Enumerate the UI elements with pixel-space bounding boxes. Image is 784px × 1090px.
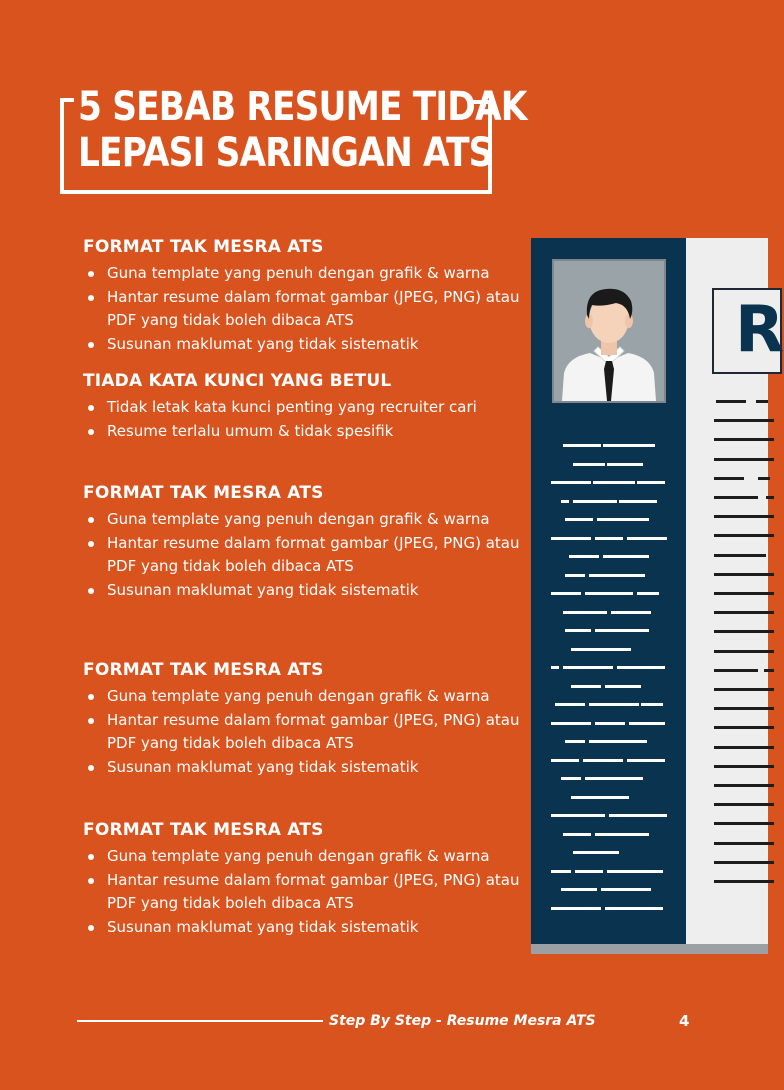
sidebar-text-line xyxy=(575,870,603,873)
list-item: Hantar resume dalam format gambar (JPEG, PNG) atau PDF yang tidak boleh dibaca ATS xyxy=(83,286,523,333)
sidebar-text-line xyxy=(551,481,591,484)
sidebar-text-line xyxy=(595,722,625,725)
resume-document-icon xyxy=(531,238,784,954)
bullet-list xyxy=(83,262,523,356)
paper-text-line xyxy=(714,650,774,653)
sidebar-text-line xyxy=(609,814,667,817)
sidebar-text-line xyxy=(569,555,599,558)
section-heading: TIADA KATA KUNCI YANG BETUL xyxy=(83,371,392,391)
list-item: Guna template yang penuh dengan grafik & warna xyxy=(83,262,523,286)
sidebar-text-line xyxy=(551,814,605,817)
sidebar-text-line xyxy=(563,833,591,836)
section-1 xyxy=(83,236,523,356)
sidebar-text-line xyxy=(551,907,601,910)
list-item: Hantar resume dalam format gambar (JPEG, PNG) atau PDF yang tidak boleh dibaca ATS xyxy=(83,709,523,756)
sidebar-text-line xyxy=(551,759,579,762)
paper-text-line xyxy=(714,842,774,845)
sidebar-text-line xyxy=(573,851,619,854)
sidebar-text-line xyxy=(585,592,633,595)
sidebar-text-line xyxy=(563,666,613,669)
bullet-list xyxy=(83,845,523,939)
list-item: Hantar resume dalam format gambar (JPEG, PNG) atau PDF yang tidak boleh dibaca ATS xyxy=(83,532,523,579)
sidebar-text-line xyxy=(627,759,665,762)
page-title xyxy=(78,84,527,176)
section-heading: FORMAT TAK MESRA ATS xyxy=(83,483,324,503)
sidebar-text-line xyxy=(601,888,651,891)
sidebar-text-line xyxy=(607,870,663,873)
sidebar-text-line xyxy=(561,888,597,891)
sidebar-text-line xyxy=(551,722,591,725)
paper-text-line xyxy=(714,861,774,864)
list-item: Tidak letak kata kunci penting yang recruiter cari xyxy=(83,396,523,420)
bullet-list xyxy=(83,508,523,602)
paper-text-line xyxy=(714,458,774,461)
section-heading: FORMAT TAK MESRA ATS xyxy=(83,660,324,680)
page-title-line-1: 5 SEBAB RESUME TIDAK xyxy=(78,84,527,130)
list-item: Hantar resume dalam format gambar (JPEG, PNG) atau PDF yang tidak boleh dibaca ATS xyxy=(83,869,523,916)
list-item: Guna template yang penuh dengan grafik & warna xyxy=(83,845,523,869)
sidebar-text-line xyxy=(571,648,631,651)
sidebar-text-line xyxy=(619,500,657,503)
paper-text-line xyxy=(758,477,770,480)
sidebar-text-line xyxy=(583,759,623,762)
sidebar-text-line xyxy=(629,722,665,725)
sidebar-text-line xyxy=(551,537,591,540)
page-title-line-2: LEPASI SARINGAN ATS xyxy=(78,130,493,176)
paper-text-line xyxy=(766,496,774,499)
sidebar-text-line xyxy=(617,666,665,669)
list-item: Susunan maklumat yang tidak sistematik xyxy=(83,333,523,357)
sidebar-text-line xyxy=(627,537,667,540)
paper-text-line xyxy=(756,400,768,403)
paper-text-line xyxy=(714,477,744,480)
paper-text-line xyxy=(714,630,774,633)
sidebar-text-line xyxy=(561,777,581,780)
sidebar-text-line xyxy=(637,592,659,595)
sidebar-text-line xyxy=(563,611,607,614)
paper-text-line xyxy=(714,438,774,441)
sidebar-text-line xyxy=(573,500,617,503)
page-number: 4 xyxy=(679,1012,690,1030)
list-item: Susunan maklumat yang tidak sistematik xyxy=(83,579,523,603)
section-5 xyxy=(83,819,523,939)
sidebar-text-line xyxy=(603,555,649,558)
sidebar-text-line xyxy=(589,574,645,577)
list-item: Guna template yang penuh dengan grafik & warna xyxy=(83,508,523,532)
sidebar-text-line xyxy=(551,592,581,595)
sidebar-text-line xyxy=(565,740,585,743)
section-heading: FORMAT TAK MESRA ATS xyxy=(83,820,324,840)
paper-text-line xyxy=(714,515,774,518)
sidebar-text-line xyxy=(637,481,665,484)
sidebar-text-line xyxy=(597,518,649,521)
sidebar-text-line xyxy=(565,629,591,632)
sidebar-text-line xyxy=(603,444,655,447)
paper-text-line xyxy=(714,611,774,614)
sidebar-text-line xyxy=(571,685,601,688)
footer-divider xyxy=(77,1020,323,1022)
paper-text-line xyxy=(714,880,774,883)
paper-text-line xyxy=(714,688,774,691)
paper-text-line xyxy=(714,592,774,595)
sidebar-text-line xyxy=(605,907,663,910)
sidebar-text-line xyxy=(593,481,635,484)
paper-text-line xyxy=(714,534,774,537)
sidebar-text-line xyxy=(573,463,605,466)
section-heading: FORMAT TAK MESRA ATS xyxy=(83,237,324,257)
paper-text-line xyxy=(714,765,774,768)
person-icon xyxy=(554,261,664,401)
sidebar-text-line xyxy=(561,500,569,503)
resume-letter: R xyxy=(735,293,784,367)
paper-text-line xyxy=(714,669,758,672)
list-item: Resume terlalu umum & tidak spesifik xyxy=(83,420,523,444)
resume-shadow xyxy=(531,944,768,954)
sidebar-text-line xyxy=(605,685,641,688)
paper-text-line xyxy=(714,707,774,710)
paper-text-line xyxy=(714,573,774,576)
profile-photo-icon xyxy=(552,259,666,403)
sidebar-text-line xyxy=(585,777,643,780)
paper-text-line xyxy=(714,496,758,499)
paper-text-line xyxy=(714,554,766,557)
sidebar-text-line xyxy=(589,703,639,706)
paper-text-line xyxy=(714,746,774,749)
sidebar-text-line xyxy=(565,574,585,577)
paper-text-line xyxy=(716,400,746,403)
resume-sidebar xyxy=(531,238,686,944)
paper-text-line xyxy=(714,803,774,806)
sidebar-text-line xyxy=(595,833,649,836)
bullet-list xyxy=(83,685,523,779)
list-item: Susunan maklumat yang tidak sistematik xyxy=(83,916,523,940)
paper-text-line xyxy=(714,784,774,787)
paper-text-line xyxy=(714,822,774,825)
section-2 xyxy=(83,370,523,443)
section-3 xyxy=(83,482,523,602)
sidebar-text-line xyxy=(565,518,593,521)
sidebar-text-line xyxy=(595,537,623,540)
sidebar-text-line xyxy=(571,796,629,799)
sidebar-text-line xyxy=(563,444,601,447)
sidebar-text-line xyxy=(551,666,559,669)
list-item: Guna template yang penuh dengan grafik & warna xyxy=(83,685,523,709)
sidebar-text-line xyxy=(555,703,585,706)
footer-text: Step By Step - Resume Mesra ATS xyxy=(329,1013,596,1029)
sidebar-text-line xyxy=(595,629,649,632)
sidebar-text-line xyxy=(641,703,663,706)
list-item: Susunan maklumat yang tidak sistematik xyxy=(83,756,523,780)
sidebar-text-line xyxy=(589,740,647,743)
section-4 xyxy=(83,659,523,779)
sidebar-text-line xyxy=(607,463,643,466)
paper-text-line xyxy=(714,419,774,422)
paper-text-line xyxy=(714,726,774,729)
sidebar-text-line xyxy=(551,870,571,873)
paper-text-line xyxy=(764,669,774,672)
bullet-list xyxy=(83,396,523,443)
sidebar-text-line xyxy=(611,611,651,614)
